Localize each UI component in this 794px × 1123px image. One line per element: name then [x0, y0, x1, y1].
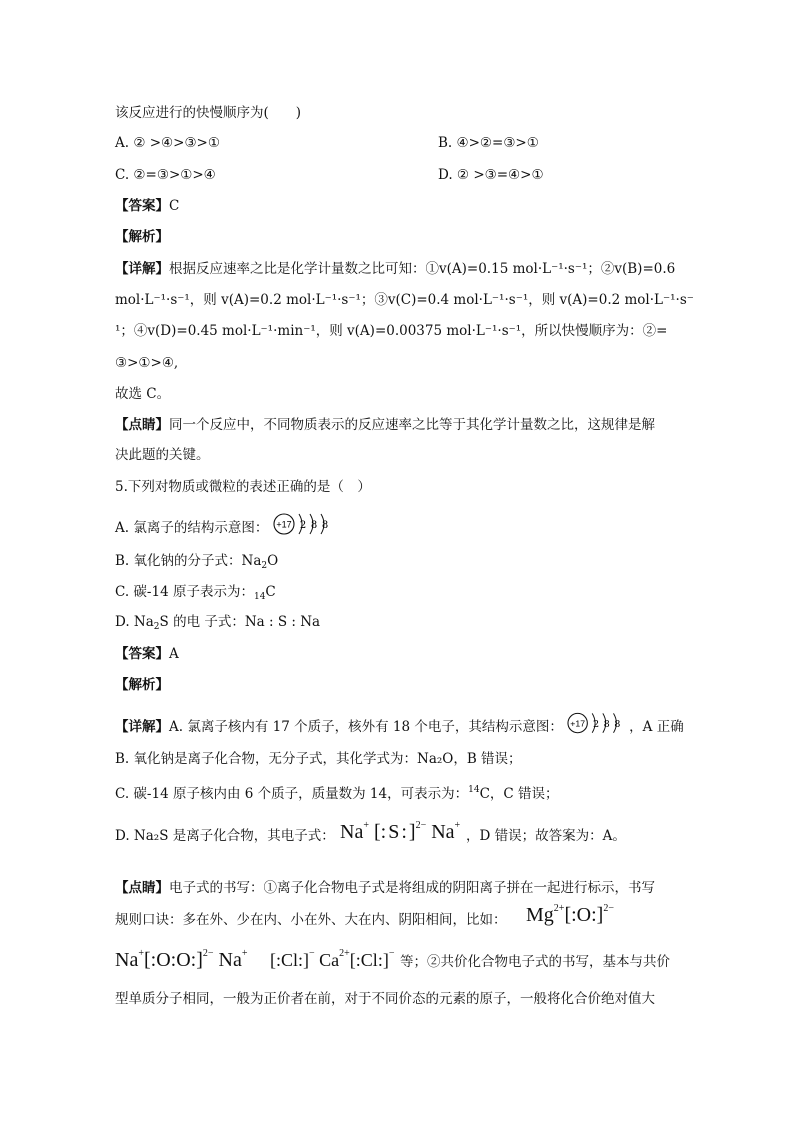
- detail-tag: 【详解】: [115, 261, 169, 277]
- answer-value: C: [169, 198, 180, 214]
- q4-point-2: 决此题的关键。: [115, 447, 210, 463]
- chloride-structure-diagram: [567, 711, 629, 744]
- detail-c-sup: 14: [468, 785, 480, 795]
- option-b-sub: 2: [261, 561, 268, 571]
- cacl2-electron-formula: [:Cl:]− $Ca^{2+}[:Cl:]^-$: [270, 948, 395, 970]
- na2s-electron-formula: Na+ [:S:]$^{2-}$ Na+: [340, 820, 461, 843]
- mgo-electron-formula: $Mg^{2+}[:O:]^{2-}$: [526, 903, 614, 926]
- q5-option-a: [115, 512, 337, 545]
- detail-a-text: A. 氯离子核内有 17 个质子，核外有 18 个电子，其结构示意图：: [169, 719, 563, 735]
- q5-answer: [115, 645, 179, 663]
- q5-point-2: 规则口诀：多在外、少在内、小在外、大在内、阴阳相间，比如：: [115, 912, 507, 928]
- analysis-tag: 【解析】: [115, 229, 169, 245]
- q5-analysis-tag: [115, 676, 169, 694]
- shell-2: 8: [310, 520, 317, 531]
- detail-c-suffix: C，C 错误；: [479, 786, 559, 802]
- q5-option-b: [115, 552, 278, 575]
- option-b-suffix: O: [267, 553, 279, 569]
- detail-tag: 【详解】: [115, 719, 169, 735]
- answer-tag: 【答案】: [115, 198, 169, 214]
- q5-detail-b: B. 氧化钠是离子化合物，无分子式，其化学式为：Na₂O，B 错误；: [115, 751, 522, 767]
- q4-option-b: B. ④>②=③>①: [438, 135, 539, 151]
- q5-detail-c: [115, 781, 559, 803]
- q4-answer: [115, 197, 179, 215]
- q4-detail-3: ¹；④v(D)=0.45 mol·L⁻¹·min⁻¹，则 v(A)=0.00375 mol·L⁻¹·s⁻¹，所以快慢顺序为：②=: [115, 323, 668, 339]
- q4-stem: 该反应进行的快慢顺序为( ): [115, 105, 302, 121]
- option-d-sub: 2: [153, 622, 160, 632]
- option-d-suffix: S 的电 子式：Na : S : Na: [159, 614, 321, 630]
- na-charge: +: [454, 820, 461, 831]
- q4-point-1: [115, 416, 655, 434]
- q5-point-3: 等；②共价化合物电子式的书写，基本与共价: [400, 954, 670, 970]
- q5-detail-a: [115, 711, 684, 744]
- q5-stem: 5.下列对物质或微粒的表述正确的是（ ）: [115, 479, 371, 495]
- q5-detail-d: [115, 827, 335, 845]
- shell-1: 2: [299, 520, 306, 531]
- shell-3: 8: [614, 718, 621, 730]
- point-text-1: 同一个反应中，不同物质表示的反应速率之比等于其化学计量数之比，这规律是解: [169, 417, 655, 433]
- shell-3: 8: [321, 520, 328, 531]
- q4-detail-1: [115, 260, 675, 278]
- point-tag: 【点睛】: [115, 880, 169, 896]
- answer-value: A: [169, 646, 179, 662]
- option-b-text: B. 氧化钠的分子式：Na: [115, 553, 262, 569]
- q5-point-1: [115, 879, 655, 897]
- q5-detail-d-suffix: ，D 错误；故答案为：A。: [466, 828, 626, 844]
- detail-d-text: D. Na₂S 是离子化合物，其电子式：: [115, 828, 335, 844]
- q4-detail-5: 故选 C。: [115, 386, 171, 402]
- q4-detail-4: ③>①>④,: [115, 355, 179, 371]
- q4-option-d: D. ② >③=④>①: [438, 167, 544, 183]
- q5-point-4: 型单质分子相同，一般为正价者在前，对于不同价态的元素的原子，一般将化合价绝对值大: [115, 991, 655, 1007]
- point-text-1: 电子式的书写：①离子化合物电子式是将组成的阴阳离子拼在一起进行标示，书写: [169, 880, 655, 896]
- answer-tag: 【答案】: [115, 646, 169, 662]
- option-c-suffix: C: [265, 584, 276, 600]
- na-charge: +: [363, 820, 369, 831]
- nucleus-charge: +17: [570, 718, 586, 729]
- option-a-text: A. 氯离子的结构示意图：: [115, 520, 269, 536]
- q4-option-c: C. ②=③>①>④: [115, 167, 216, 183]
- na-symbol: Na: [340, 821, 364, 843]
- nucleus-charge: +17: [276, 519, 292, 530]
- na2o2-electron-formula: Na+[:O:O:]$^{2-}$ Na+: [115, 948, 248, 971]
- q4-option-a: A. ② >④>③>①: [115, 135, 220, 151]
- option-d-text: D. Na: [115, 614, 154, 630]
- q5-option-d: [115, 613, 320, 636]
- q4-detail-2: mol·L⁻¹·s⁻¹，则 v(A)=0.2 mol·L⁻¹·s⁻¹；③v(C)=0.4 mol·L⁻¹·s⁻¹，则 v(A)=0.2 mol·L⁻¹·s⁻: [115, 292, 694, 308]
- s-charge: 2−: [415, 820, 427, 831]
- shell-2: 8: [603, 718, 610, 730]
- na-symbol: Na: [431, 821, 455, 843]
- detail-c-text: C. 碳-14 原子核内由 6 个质子，质量数为 14，可表示为：: [115, 786, 469, 802]
- point-tag: 【点睛】: [115, 417, 169, 433]
- q4-analysis-tag: [115, 228, 169, 246]
- detail-a-suffix: ，A 正确: [629, 719, 684, 735]
- option-c-text: C. 碳-14 原子表示为：: [115, 584, 254, 600]
- analysis-tag: 【解析】: [115, 677, 169, 693]
- q5-option-c: [115, 583, 276, 606]
- detail-text-1: 根据反应速率之比是化学计量数之比可知：①v(A)=0.15 mol·L⁻¹·s⁻¹；②v(B)=0.6: [169, 261, 676, 277]
- chloride-structure-diagram: [273, 512, 337, 545]
- s-symbol: :S:: [380, 821, 409, 843]
- shell-1: 2: [593, 718, 600, 730]
- option-c-sub: 14: [253, 592, 266, 602]
